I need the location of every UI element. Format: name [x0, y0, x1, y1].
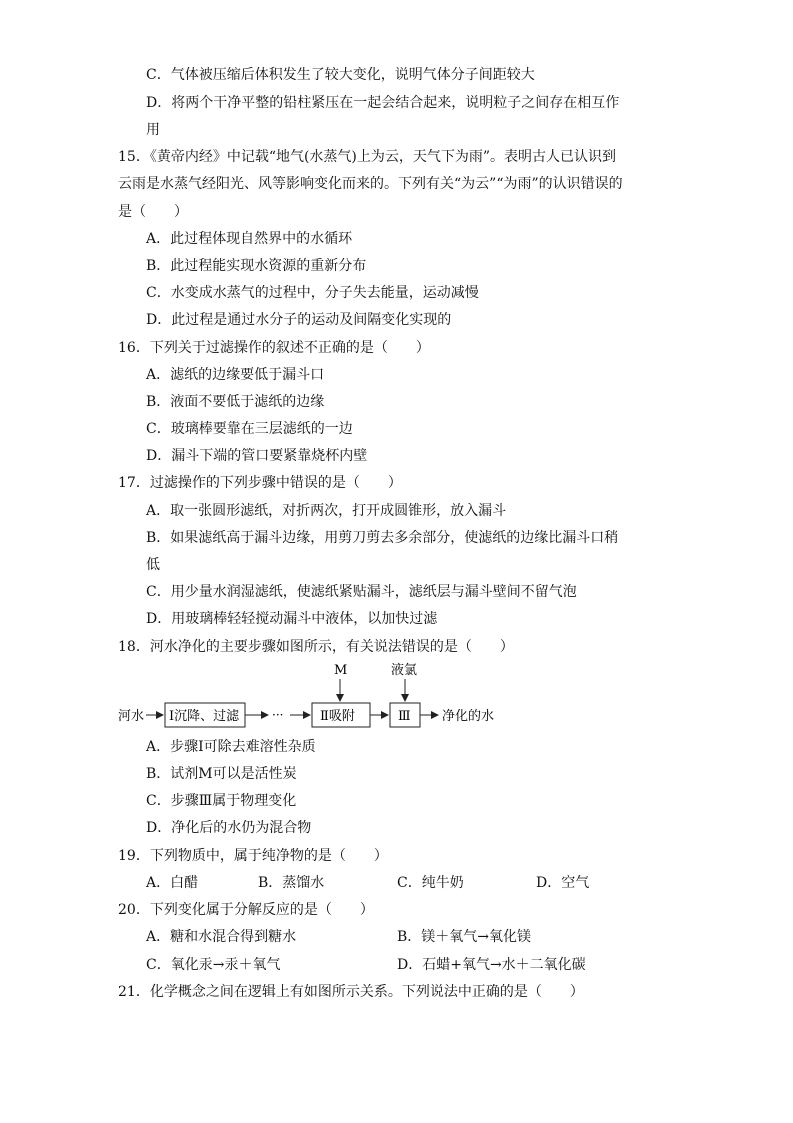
q14-option-d: D．将两个干净平整的铅柱紧压在一起会结合起来，说明粒子之间存在相互作 [146, 95, 620, 111]
q20-option-a: A．糖和水混合得到糖水 [146, 929, 297, 945]
q18-option-c: C．步骤Ⅲ属于物理变化 [146, 793, 297, 809]
q17-option-d: D．用玻璃棒轻轻搅动漏斗中液体，以加快过滤 [146, 611, 438, 627]
q18-option-a: A．步骤Ⅰ可除去难溶性杂质 [146, 739, 316, 755]
q19-stem: 19．下列物质中，属于纯净物的是（ ） [118, 848, 388, 864]
q17-stem: 17．过滤操作的下列步骤中错误的是（ ） [118, 475, 402, 491]
q17-option-c: C．用少量水润湿滤纸，使滤纸紧贴漏斗，滤纸层与漏斗壁间不留气泡 [146, 584, 577, 600]
q15-option-b: B．此过程能实现水资源的重新分布 [146, 258, 367, 274]
q16-stem: 16．下列关于过滤操作的叙述不正确的是（ ） [118, 340, 430, 356]
diagram-step3-label: Ⅲ [398, 709, 411, 724]
diagram-step2-label: Ⅱ吸附 [320, 709, 355, 724]
diagram-reagent-chlorine: 液氯 [391, 663, 418, 678]
water-purification-diagram [110, 660, 530, 732]
q20-stem: 20．下列变化属于分解反应的是（ ） [118, 902, 374, 918]
q16-option-c: C．玻璃棒要靠在三层滤纸的一边 [146, 421, 353, 437]
q15-stem-cont2: 是（ ） [118, 204, 188, 220]
q20-option-b: B．镁＋氧气→氧化镁 [397, 929, 532, 945]
q19-option-d: D．空气 [536, 875, 590, 891]
diagram-step1-label: Ⅰ沉降、过滤 [169, 709, 240, 724]
diagram-input-label: 河水 [118, 709, 145, 724]
diagram-ellipsis: ··· [272, 708, 284, 722]
q16-option-a: A．滤纸的边缘要低于漏斗口 [146, 367, 325, 383]
q16-option-d: D．漏斗下端的管口要紧靠烧杯内壁 [146, 448, 368, 464]
q15-option-a: A．此过程体现自然界中的水循环 [146, 231, 353, 247]
q20-option-c: C．氧化汞→汞＋氧气 [146, 957, 281, 973]
diagram-output-label: 净化的水 [442, 709, 495, 724]
q20-option-d: D．石蜡+氧气→水＋二氧化碳 [397, 957, 586, 973]
q19-option-b: B．蒸馏水 [258, 875, 325, 891]
q17-option-a: A．取一张圆形滤纸，对折两次，打开成圆锥形，放入漏斗 [146, 503, 507, 519]
q19-option-a: A．白醋 [146, 875, 199, 891]
q18-stem: 18．河水净化的主要步骤如图所示，有关说法错误的是（ ） [118, 639, 514, 655]
q18-option-d: D．净化后的水仍为混合物 [146, 820, 312, 836]
q17-option-b: B．如果滤纸高于漏斗边缘，用剪刀剪去多余部分，使滤纸的边缘比漏斗口稍 [146, 530, 619, 546]
q14-option-c: C．气体被压缩后体积发生了较大变化，说明气体分子间距较大 [146, 67, 535, 83]
diagram-reagent-m: M [334, 663, 348, 678]
q19-option-c: C．纯牛奶 [397, 875, 464, 891]
q15-stem: 15．《黄帝内经》中记载“地气(水蒸气)上为云，天气下为雨”。表明古人已认识到 [118, 149, 617, 165]
q14-option-d-cont: 用 [146, 122, 160, 138]
q18-option-b: B．试剂M可以是活性炭 [146, 766, 297, 782]
q15-stem-cont: 云雨是水蒸气经阳光、风等影响变化而来的。下列有关“为云”“为雨”的认识错误的 [118, 176, 623, 192]
q15-option-d: D．此过程是通过水分子的运动及间隔变化实现的 [146, 312, 452, 328]
q17-option-b-cont: 低 [146, 557, 160, 573]
q15-option-c: C．水变成水蒸气的过程中，分子失去能量，运动减慢 [146, 285, 479, 301]
q21-stem: 21．化学概念之间在逻辑上有如图所示关系。下列说法中正确的是（ ） [118, 984, 584, 1000]
q16-option-b: B．液面不要低于滤纸的边缘 [146, 394, 325, 410]
